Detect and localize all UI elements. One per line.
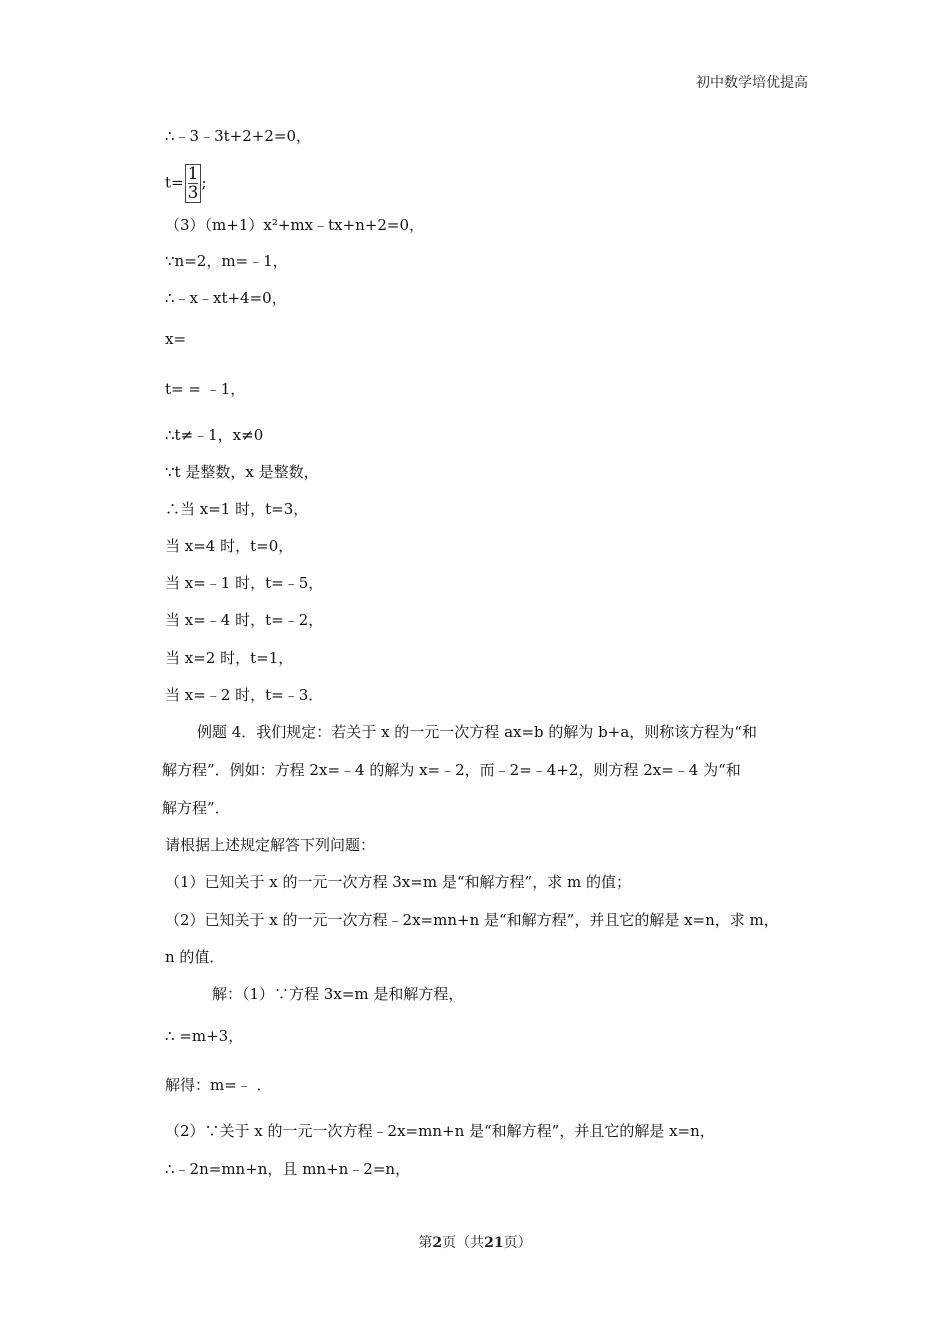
text-line: ∵t 是整数，x 是整数， xyxy=(165,463,319,481)
footer-prefix: 第 xyxy=(418,1235,433,1251)
text-line: 当 x=﹣2 时，t=﹣3． xyxy=(165,686,324,704)
text-line: ∴ =m+3， xyxy=(165,1027,244,1045)
text-line: ∴﹣3﹣3t+2+2=0， xyxy=(165,127,311,145)
text-line: ∴t≠﹣1，x≠0 xyxy=(165,426,264,444)
text-line: 当 x=2 时，t=1， xyxy=(165,649,294,667)
solution-heading: 解：（1）∵方程 3x=m 是和解方程， xyxy=(212,985,464,1003)
text-line: t= $\frac{1}{3}$ ; xyxy=(165,164,207,203)
fraction-denominator: 3 xyxy=(187,183,199,203)
example-heading: 例题 4．我们规定：若关于 x 的一元一次方程 ax=b 的解为 b+a，则称该方程为“和 xyxy=(197,723,757,741)
text-line: 请根据上述规定解答下列问题： xyxy=(165,836,376,854)
footer-total-pages: 21 xyxy=(484,1235,504,1251)
text-line: ∴当 x=1 时，t=3， xyxy=(165,500,309,518)
text-line: （1）已知关于 x 的一元一次方程 3x=m 是“和解方程”，求 m 的值； xyxy=(165,873,631,891)
text-line: ∴﹣2n=mn+n，且 mn+n﹣2=n， xyxy=(165,1160,411,1178)
text-line-prefix: t= xyxy=(165,173,184,192)
text-line: 当 x=4 时，t=0， xyxy=(165,537,294,555)
footer-suffix: 页） xyxy=(503,1235,532,1251)
page-footer xyxy=(0,1232,950,1252)
text-line: 解得：m=﹣ ． xyxy=(165,1076,272,1094)
text-line: 当 x=﹣1 时，t=﹣5， xyxy=(165,574,324,592)
footer-middle: 页（共 xyxy=(442,1235,485,1251)
text-line: ∴﹣x﹣xt+4=0， xyxy=(165,289,287,307)
text-line: （2）∵关于 x 的一元一次方程﹣2x=mn+n 是“和解方程”，并且它的解是 x=n， xyxy=(165,1122,715,1140)
header-title: 初中数学培优提高 xyxy=(696,75,808,91)
text-line: （3）（m+1）x²+mx﹣tx+n+2=0， xyxy=(165,216,425,234)
text-line: 解方程”． xyxy=(162,799,230,817)
text-line: n 的值． xyxy=(165,948,225,966)
fraction-numerator: 1 xyxy=(187,164,199,184)
fraction-box xyxy=(185,164,202,203)
text-line: （2）已知关于 x 的一元一次方程﹣2x=mn+n 是“和解方程”，并且它的解是 x=n，求 m， xyxy=(165,911,779,929)
text-line: ∵n=2，m=﹣1， xyxy=(165,252,288,270)
text-line: 当 x=﹣4 时，t=﹣2， xyxy=(165,611,324,629)
text-line: t= = ﹣1， xyxy=(165,380,246,398)
footer-page-number: 2 xyxy=(432,1235,443,1251)
text-line: x= xyxy=(165,330,187,348)
text-line: 解方程”．例如：方程 2x=﹣4 的解为 x=﹣2，而﹣2=﹣4+2，则方程 2x=﹣4 为“和 xyxy=(162,761,741,779)
